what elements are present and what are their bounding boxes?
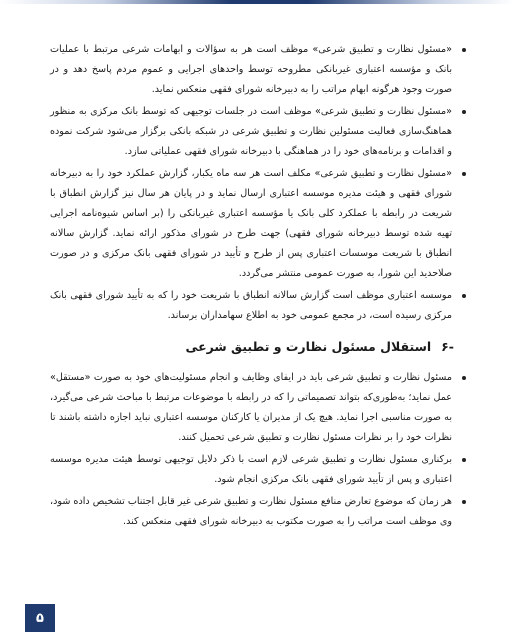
bullet-icon [462, 48, 466, 52]
top-decorative-bar [0, 0, 513, 4]
list-item [50, 492, 466, 532]
list-item [50, 102, 466, 162]
section-title: استقلال مسئول نظارت و تطبیق شرعی [185, 339, 432, 354]
bullet-icon [462, 500, 466, 504]
paragraph-text: هر زمان که موضوع تعارض منافع مسئول نظارت و تطبیق شرعی غیر قابل اجتناب تشخیص داده شود، وی موظف است مراتب را به صورت مکتوب به دبیرخانه شورای فقهی منعکس کند. [50, 496, 452, 527]
bullet-icon [462, 172, 466, 176]
paragraph-text: «مسئول نظارت و تطبیق شرعی» مکلف است هر سه ماه یکبار، گزارش عملکرد خود را به دبیرخانه شورای فقهی و هیئت مدیره موسسه اعتباری ارسال نماید و در پایان هر سال نیز گزارش انطباق با شریعت در رابطه با عملکرد کلی بانک یا مؤسسه اعتباری غیربانکی را (بر اساس شیوه‌نامه اجرایی تهیه شده توسط دبیرخانه شورای فقهی) جهت طرح در شورای مذکور ارائه نماید. گزارش سالانه انطباق با شریعت موسسات اعتباری پس از طرح و تأیید در شورای فقهی بانک مرکزی و در صورت صلاحدید این شورا، به صورت عمومی منتشر می‌گردد. [50, 168, 452, 279]
document-body [50, 40, 466, 534]
page-number: ۵ [36, 610, 44, 626]
paragraph-text: برکناری مسئول نظارت و تطبیق شرعی لازم است با ذکر دلایل توجیهی توسط هیئت مدیره موسسه اعتباری و پس از تأیید شورای فقهی بانک مرکزی انجام شود. [50, 454, 452, 485]
paragraph-text: «مسئول نظارت و تطبیق شرعی» موظف است در جلسات توجیهی که توسط بانک مرکزی به منظور هماهنگ‌سازی فعالیت مسئولین نظارت و تطبیق شرعی در شبکه بانکی برگزار می‌شود شرکت نموده و اقدامات و برنامه‌های خود را در هماهنگی با دبیرخانه شورای فقهی عملیاتی سازد. [50, 106, 452, 157]
paragraph-text: «مسئول نظارت و تطبیق شرعی» موظف است هر به سؤالات و ابهامات شرعی مرتبط با عملیات بانک و مؤسسه اعتباری غیربانکی مطروحه توسط واحدهای اجرایی و عموم مردم پاسخ دهد و در صورت وجود هرگونه ابهام مراتب را به دبیرخانه شورای فقهی منعکس نماید. [50, 44, 452, 95]
bullet-icon [462, 376, 466, 380]
list-item [50, 164, 466, 284]
paragraph-text: مسئول نظارت و تطبیق شرعی باید در ایفای وظایف و انجام مسئولیت‌های خود به صورت «مستقل» عمل نماید؛ به‌طوری‌که بتواند تصمیماتی را که در رابطه با موضوعات مرتبط با مباحث شرعی می‌گیرد، به صورت مناسبی اجرا نماید. هیچ یک از مدیران یا کارکنان موسسه اعتباری نباید اجازه داشته باشند تا نظرات خود را بر نظرات مسئول نظارت و تطبیق شرعی تحمیل کنند. [50, 372, 452, 443]
section-heading [50, 334, 466, 360]
paragraph-text: موسسه اعتباری موظف است گزارش سالانه انطباق با شریعت خود را که به تأیید شورای فقهی بانک مرکزی رسیده است، در مجمع عمومی خود به اطلاع سهامداران برساند. [50, 290, 452, 321]
bullet-icon [462, 458, 466, 462]
list-item [50, 286, 466, 326]
list-item [50, 368, 466, 448]
bullet-icon [462, 294, 466, 298]
page-number-badge [25, 604, 55, 632]
bullet-icon [462, 110, 466, 114]
section-number: -۶ [441, 339, 454, 354]
list-item [50, 450, 466, 490]
list-item [50, 40, 466, 100]
